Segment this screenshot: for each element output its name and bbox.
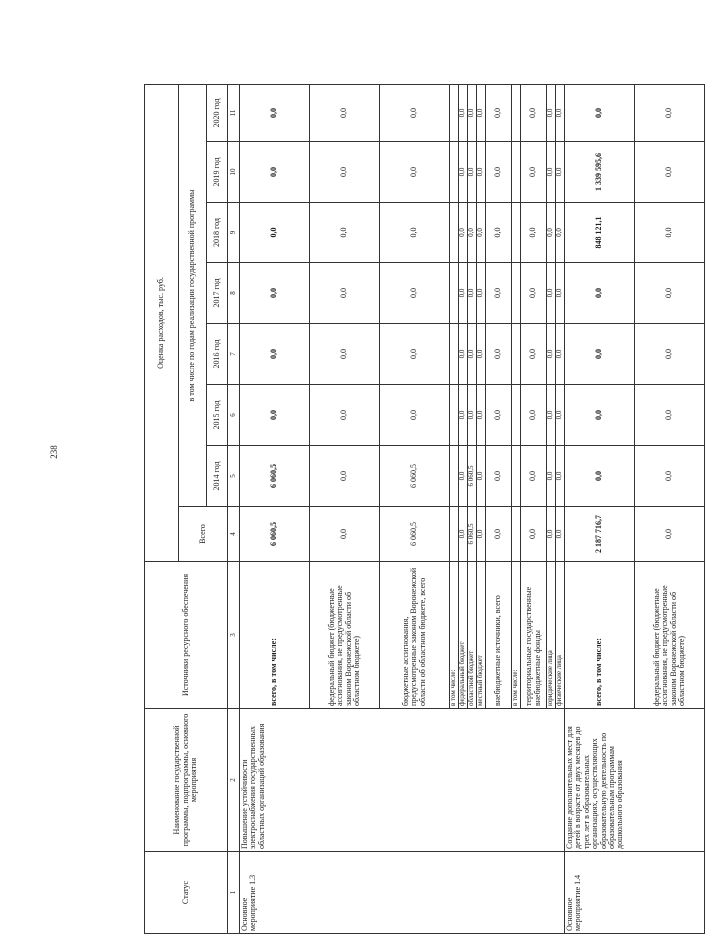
header-year: 2020 год <box>207 84 228 141</box>
total-cell: 0,0 <box>521 507 547 562</box>
total-cell <box>450 507 459 562</box>
year-value-cell: 0,0 <box>547 385 556 446</box>
year-value-cell: 0,0 <box>240 263 310 324</box>
year-value-cell: 0,0 <box>565 385 635 446</box>
year-value-cell: 0,0 <box>547 446 556 507</box>
year-value-cell <box>512 84 521 141</box>
col-number: 9 <box>228 203 240 263</box>
name-cell: Создание дополнительных мест для детей в возрасте от двух месяцев до трех лет в образовательных организациях, осуществляющих образовательную деятельность по образовательным программам дошкольного образования <box>565 709 705 852</box>
source-cell: федеральный бюджет (бюджетные ассигнования, не предусмотренные законом Воронежской области об областном бюджете) <box>310 562 380 709</box>
status-cell: Основное мероприятие 1.3 <box>240 852 565 934</box>
header-year: 2018 год <box>207 203 228 263</box>
year-value-cell <box>512 203 521 263</box>
col-number: 10 <box>228 142 240 203</box>
col-number: 4 <box>228 507 240 562</box>
source-cell: областной бюджет <box>468 562 477 709</box>
year-value-cell: 0,0 <box>486 446 512 507</box>
year-value-cell: 0,0 <box>521 142 547 203</box>
year-value-cell: 0,0 <box>468 142 477 203</box>
table-row <box>565 84 635 933</box>
total-cell: 0,0 <box>547 507 556 562</box>
year-value-cell: 0,0 <box>521 203 547 263</box>
year-value-cell: 0,0 <box>380 142 450 203</box>
year-value-cell: 0,0 <box>556 263 565 324</box>
rotated-page <box>144 31 686 934</box>
total-cell: 0,0 <box>486 507 512 562</box>
year-value-cell: 0,0 <box>486 203 512 263</box>
year-value-cell: 0,0 <box>240 84 310 141</box>
year-value-cell: 0,0 <box>459 385 468 446</box>
year-value-cell <box>450 142 459 203</box>
table-row <box>240 84 310 933</box>
year-value-cell: 6 060,5 <box>380 446 450 507</box>
year-value-cell: 0,0 <box>459 142 468 203</box>
total-cell: 0,0 <box>310 507 380 562</box>
header-year: 2019 год <box>207 142 228 203</box>
year-value-cell: 0,0 <box>556 203 565 263</box>
year-value-cell: 0,0 <box>547 263 556 324</box>
year-value-cell: 0,0 <box>310 263 380 324</box>
year-value-cell: 0,0 <box>547 142 556 203</box>
year-value-cell: 0,0 <box>556 385 565 446</box>
year-value-cell: 0,0 <box>565 84 635 141</box>
header-row-1 <box>145 84 179 933</box>
year-value-cell: 0,0 <box>547 324 556 385</box>
source-cell: физические лица <box>556 562 565 709</box>
col-number: 8 <box>228 263 240 324</box>
year-value-cell <box>450 446 459 507</box>
header-year: 2017 год <box>207 263 228 324</box>
year-value-cell: 0,0 <box>310 446 380 507</box>
col-number: 7 <box>228 324 240 385</box>
header-year: 2015 год <box>207 385 228 446</box>
year-value-cell <box>512 446 521 507</box>
header-source: Источники ресурсного обеспечения <box>145 562 228 709</box>
year-value-cell: 0,0 <box>380 324 450 385</box>
year-value-cell: 0,0 <box>635 84 705 141</box>
year-value-cell: 848 121,1 <box>565 203 635 263</box>
year-value-cell: 0,0 <box>521 263 547 324</box>
year-value-cell: 0,0 <box>477 324 486 385</box>
year-value-cell: 0,0 <box>477 446 486 507</box>
col-number: 5 <box>228 446 240 507</box>
source-cell: федеральный бюджет <box>459 562 468 709</box>
header-estimate: Оценка расходов, тыс. руб. <box>145 84 179 561</box>
total-cell: 2 187 716,7 <box>565 507 635 562</box>
total-cell: 0,0 <box>477 507 486 562</box>
year-value-cell: 0,0 <box>459 84 468 141</box>
year-value-cell: 0,0 <box>556 84 565 141</box>
year-value-cell: 0,0 <box>635 203 705 263</box>
header-year: 2014 год <box>207 446 228 507</box>
col-number: 3 <box>228 562 240 709</box>
col-number: 1 <box>228 852 240 934</box>
year-value-cell: 0,0 <box>635 324 705 385</box>
year-value-cell: 0,0 <box>380 203 450 263</box>
col-number: 6 <box>228 385 240 446</box>
year-value-cell <box>512 263 521 324</box>
total-cell: 0,0 <box>459 507 468 562</box>
source-cell: в том числе: <box>450 562 459 709</box>
year-value-cell: 0,0 <box>380 385 450 446</box>
header-status: Статус <box>145 852 228 934</box>
year-value-cell: 0,0 <box>240 142 310 203</box>
header-year: 2016 год <box>207 324 228 385</box>
year-value-cell: 0,0 <box>635 142 705 203</box>
year-value-cell: 0,0 <box>310 385 380 446</box>
total-cell: 0,0 <box>556 507 565 562</box>
source-cell: территориальные государственные внебюджетные фонды <box>521 562 547 709</box>
year-value-cell <box>450 203 459 263</box>
source-cell: всего, в том числе: <box>240 562 310 709</box>
year-value-cell: 0,0 <box>556 324 565 385</box>
year-value-cell: 0,0 <box>635 385 705 446</box>
year-value-cell: 0,0 <box>521 446 547 507</box>
year-value-cell: 0,0 <box>240 385 310 446</box>
year-value-cell: 0,0 <box>310 203 380 263</box>
year-value-cell: 0,0 <box>240 203 310 263</box>
year-value-cell: 0,0 <box>468 203 477 263</box>
year-value-cell: 0,0 <box>521 324 547 385</box>
year-value-cell: 0,0 <box>477 84 486 141</box>
year-value-cell: 6 060,5 <box>468 446 477 507</box>
year-value-cell <box>450 385 459 446</box>
year-value-cell: 0,0 <box>565 263 635 324</box>
year-value-cell: 0,0 <box>547 203 556 263</box>
year-value-cell: 0,0 <box>468 263 477 324</box>
year-value-cell: 0,0 <box>459 203 468 263</box>
year-value-cell: 0,0 <box>459 324 468 385</box>
year-value-cell: 0,0 <box>486 142 512 203</box>
year-value-cell: 0,0 <box>468 324 477 385</box>
year-value-cell <box>512 385 521 446</box>
source-cell: всего, в том числе: <box>565 562 635 709</box>
table-body <box>240 84 705 933</box>
source-cell: бюджетные ассигнования, предусмотренные законом Воронежской области об областном бюджете, всего <box>380 562 450 709</box>
year-value-cell: 0,0 <box>486 324 512 385</box>
status-cell: Основное мероприятие 1.4 <box>565 852 705 934</box>
resource-table <box>144 84 705 934</box>
source-cell: в том числе: <box>512 562 521 709</box>
year-value-cell: 0,0 <box>565 324 635 385</box>
col-number: 2 <box>228 709 240 852</box>
year-value-cell: 0,0 <box>521 385 547 446</box>
year-value-cell: 0,0 <box>635 446 705 507</box>
header-name: Наименование государственной программы, подпрограммы, основного мероприятия <box>145 709 228 852</box>
header-by-year: в том числе по годам реализации государственной программы <box>179 84 207 506</box>
source-cell: местный бюджет <box>477 562 486 709</box>
year-value-cell <box>450 263 459 324</box>
year-value-cell: 0,0 <box>380 84 450 141</box>
year-value-cell: 0,0 <box>486 263 512 324</box>
year-value-cell <box>512 324 521 385</box>
year-value-cell: 0,0 <box>310 142 380 203</box>
year-value-cell <box>450 324 459 385</box>
year-value-cell: 0,0 <box>477 203 486 263</box>
name-cell: Повышение устойчивости электроснабжения государственных областных организаций образования <box>240 709 565 852</box>
year-value-cell: 0,0 <box>477 142 486 203</box>
column-number-row <box>228 84 240 933</box>
year-value-cell: 0,0 <box>468 84 477 141</box>
year-value-cell: 0,0 <box>556 142 565 203</box>
year-value-cell: 0,0 <box>521 84 547 141</box>
year-value-cell: 0,0 <box>310 84 380 141</box>
year-value-cell: 0,0 <box>556 446 565 507</box>
year-value-cell: 0,0 <box>477 263 486 324</box>
year-value-cell: 1 339 595,6 <box>565 142 635 203</box>
year-value-cell: 0,0 <box>459 263 468 324</box>
page-number-area <box>44 0 64 903</box>
page-number: 238 <box>49 444 59 459</box>
header-total: Всего <box>179 507 228 562</box>
total-cell: 6 060,5 <box>240 507 310 562</box>
year-value-cell <box>450 84 459 141</box>
year-value-cell: 0,0 <box>565 446 635 507</box>
year-value-cell: 0,0 <box>468 385 477 446</box>
year-value-cell: 0,0 <box>635 263 705 324</box>
source-cell: федеральный бюджет (бюджетные ассигнования, не предусмотренные законом Воронежской области об областном бюджете) <box>635 562 705 709</box>
total-cell: 6 060,5 <box>380 507 450 562</box>
total-cell: 0,0 <box>635 507 705 562</box>
year-value-cell: 6 060,5 <box>240 446 310 507</box>
year-value-cell: 0,0 <box>486 385 512 446</box>
year-value-cell: 0,0 <box>477 385 486 446</box>
year-value-cell: 0,0 <box>459 446 468 507</box>
year-value-cell: 0,0 <box>547 84 556 141</box>
year-value-cell: 0,0 <box>380 263 450 324</box>
year-value-cell: 0,0 <box>310 324 380 385</box>
year-value-cell <box>512 142 521 203</box>
total-cell: 6 060,5 <box>468 507 477 562</box>
source-cell: юридические лица <box>547 562 556 709</box>
source-cell: внебюджетные источники, всего <box>486 562 512 709</box>
total-cell <box>512 507 521 562</box>
year-value-cell: 0,0 <box>240 324 310 385</box>
year-value-cell: 0,0 <box>486 84 512 141</box>
col-number: 11 <box>228 84 240 141</box>
